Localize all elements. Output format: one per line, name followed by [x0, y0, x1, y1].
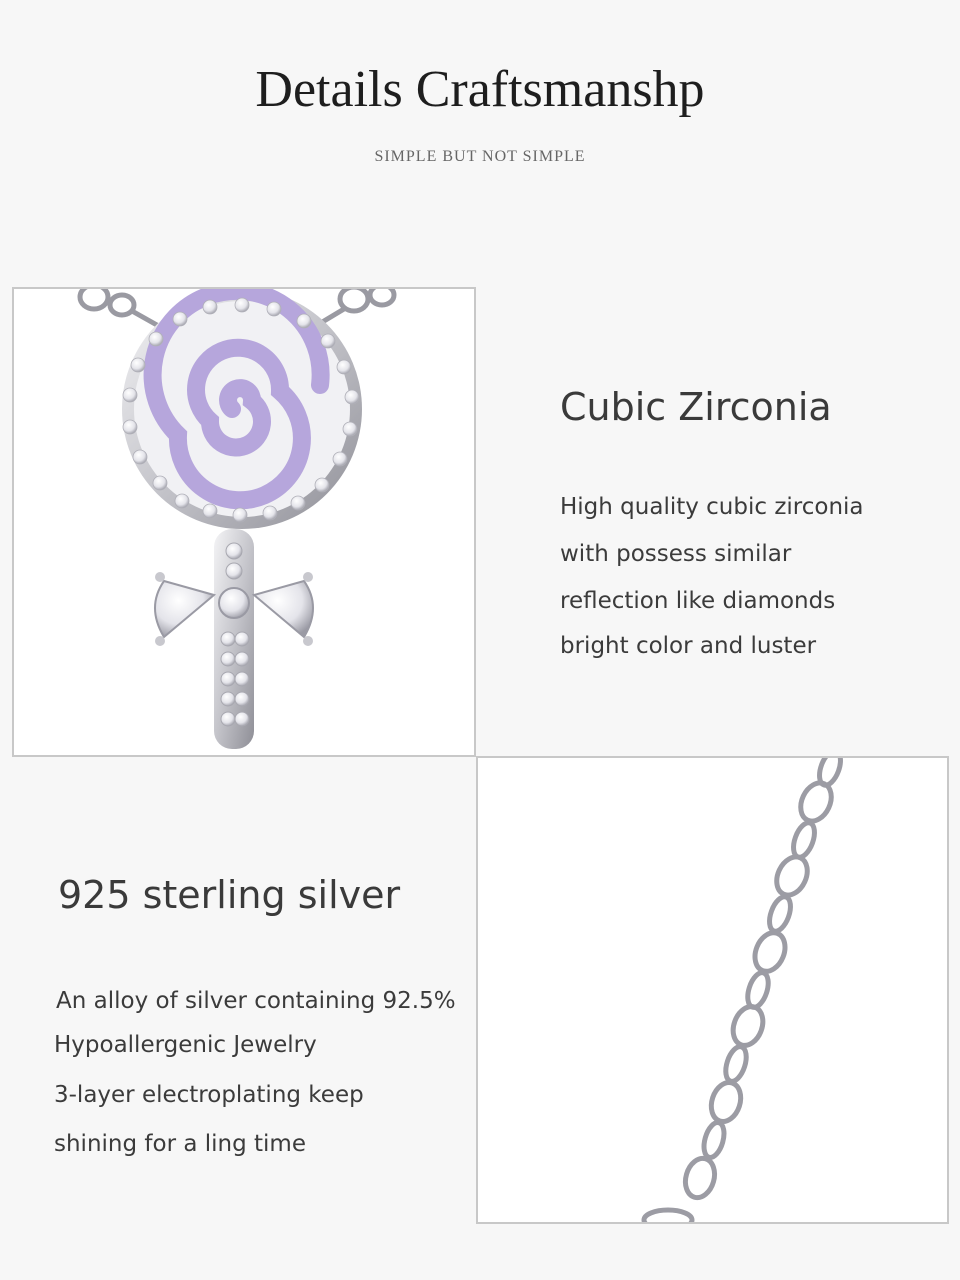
cubic-zirconia-line: with possess similar — [560, 541, 792, 567]
cubic-zirconia-heading: Cubic Zirconia — [560, 385, 832, 429]
lollipop-pendant-image — [12, 287, 476, 757]
chain-illustration — [478, 758, 947, 1222]
sterling-silver-heading: 925 sterling silver — [58, 873, 401, 917]
sterling-silver-line: An alloy of silver containing 92.5% — [56, 988, 456, 1014]
cubic-zirconia-line: High quality cubic zirconia — [560, 494, 864, 520]
page-title: Details Craftsmanshp — [255, 61, 705, 118]
sterling-silver-line: shining for a ling time — [54, 1131, 306, 1157]
chain-links — [644, 758, 845, 1222]
lollipop-pendant-illustration — [14, 289, 474, 755]
cubic-zirconia-line: bright color and luster — [560, 633, 817, 659]
sterling-silver-line: 3-layer electroplating keep — [54, 1082, 364, 1108]
page-subtitle: SIMPLE BUT NOT SIMPLE — [374, 148, 586, 165]
sterling-silver-line: Hypoallergenic Jewelry — [54, 1032, 317, 1058]
cubic-zirconia-line: reflection like diamonds — [560, 588, 836, 614]
chain-image — [476, 756, 949, 1224]
